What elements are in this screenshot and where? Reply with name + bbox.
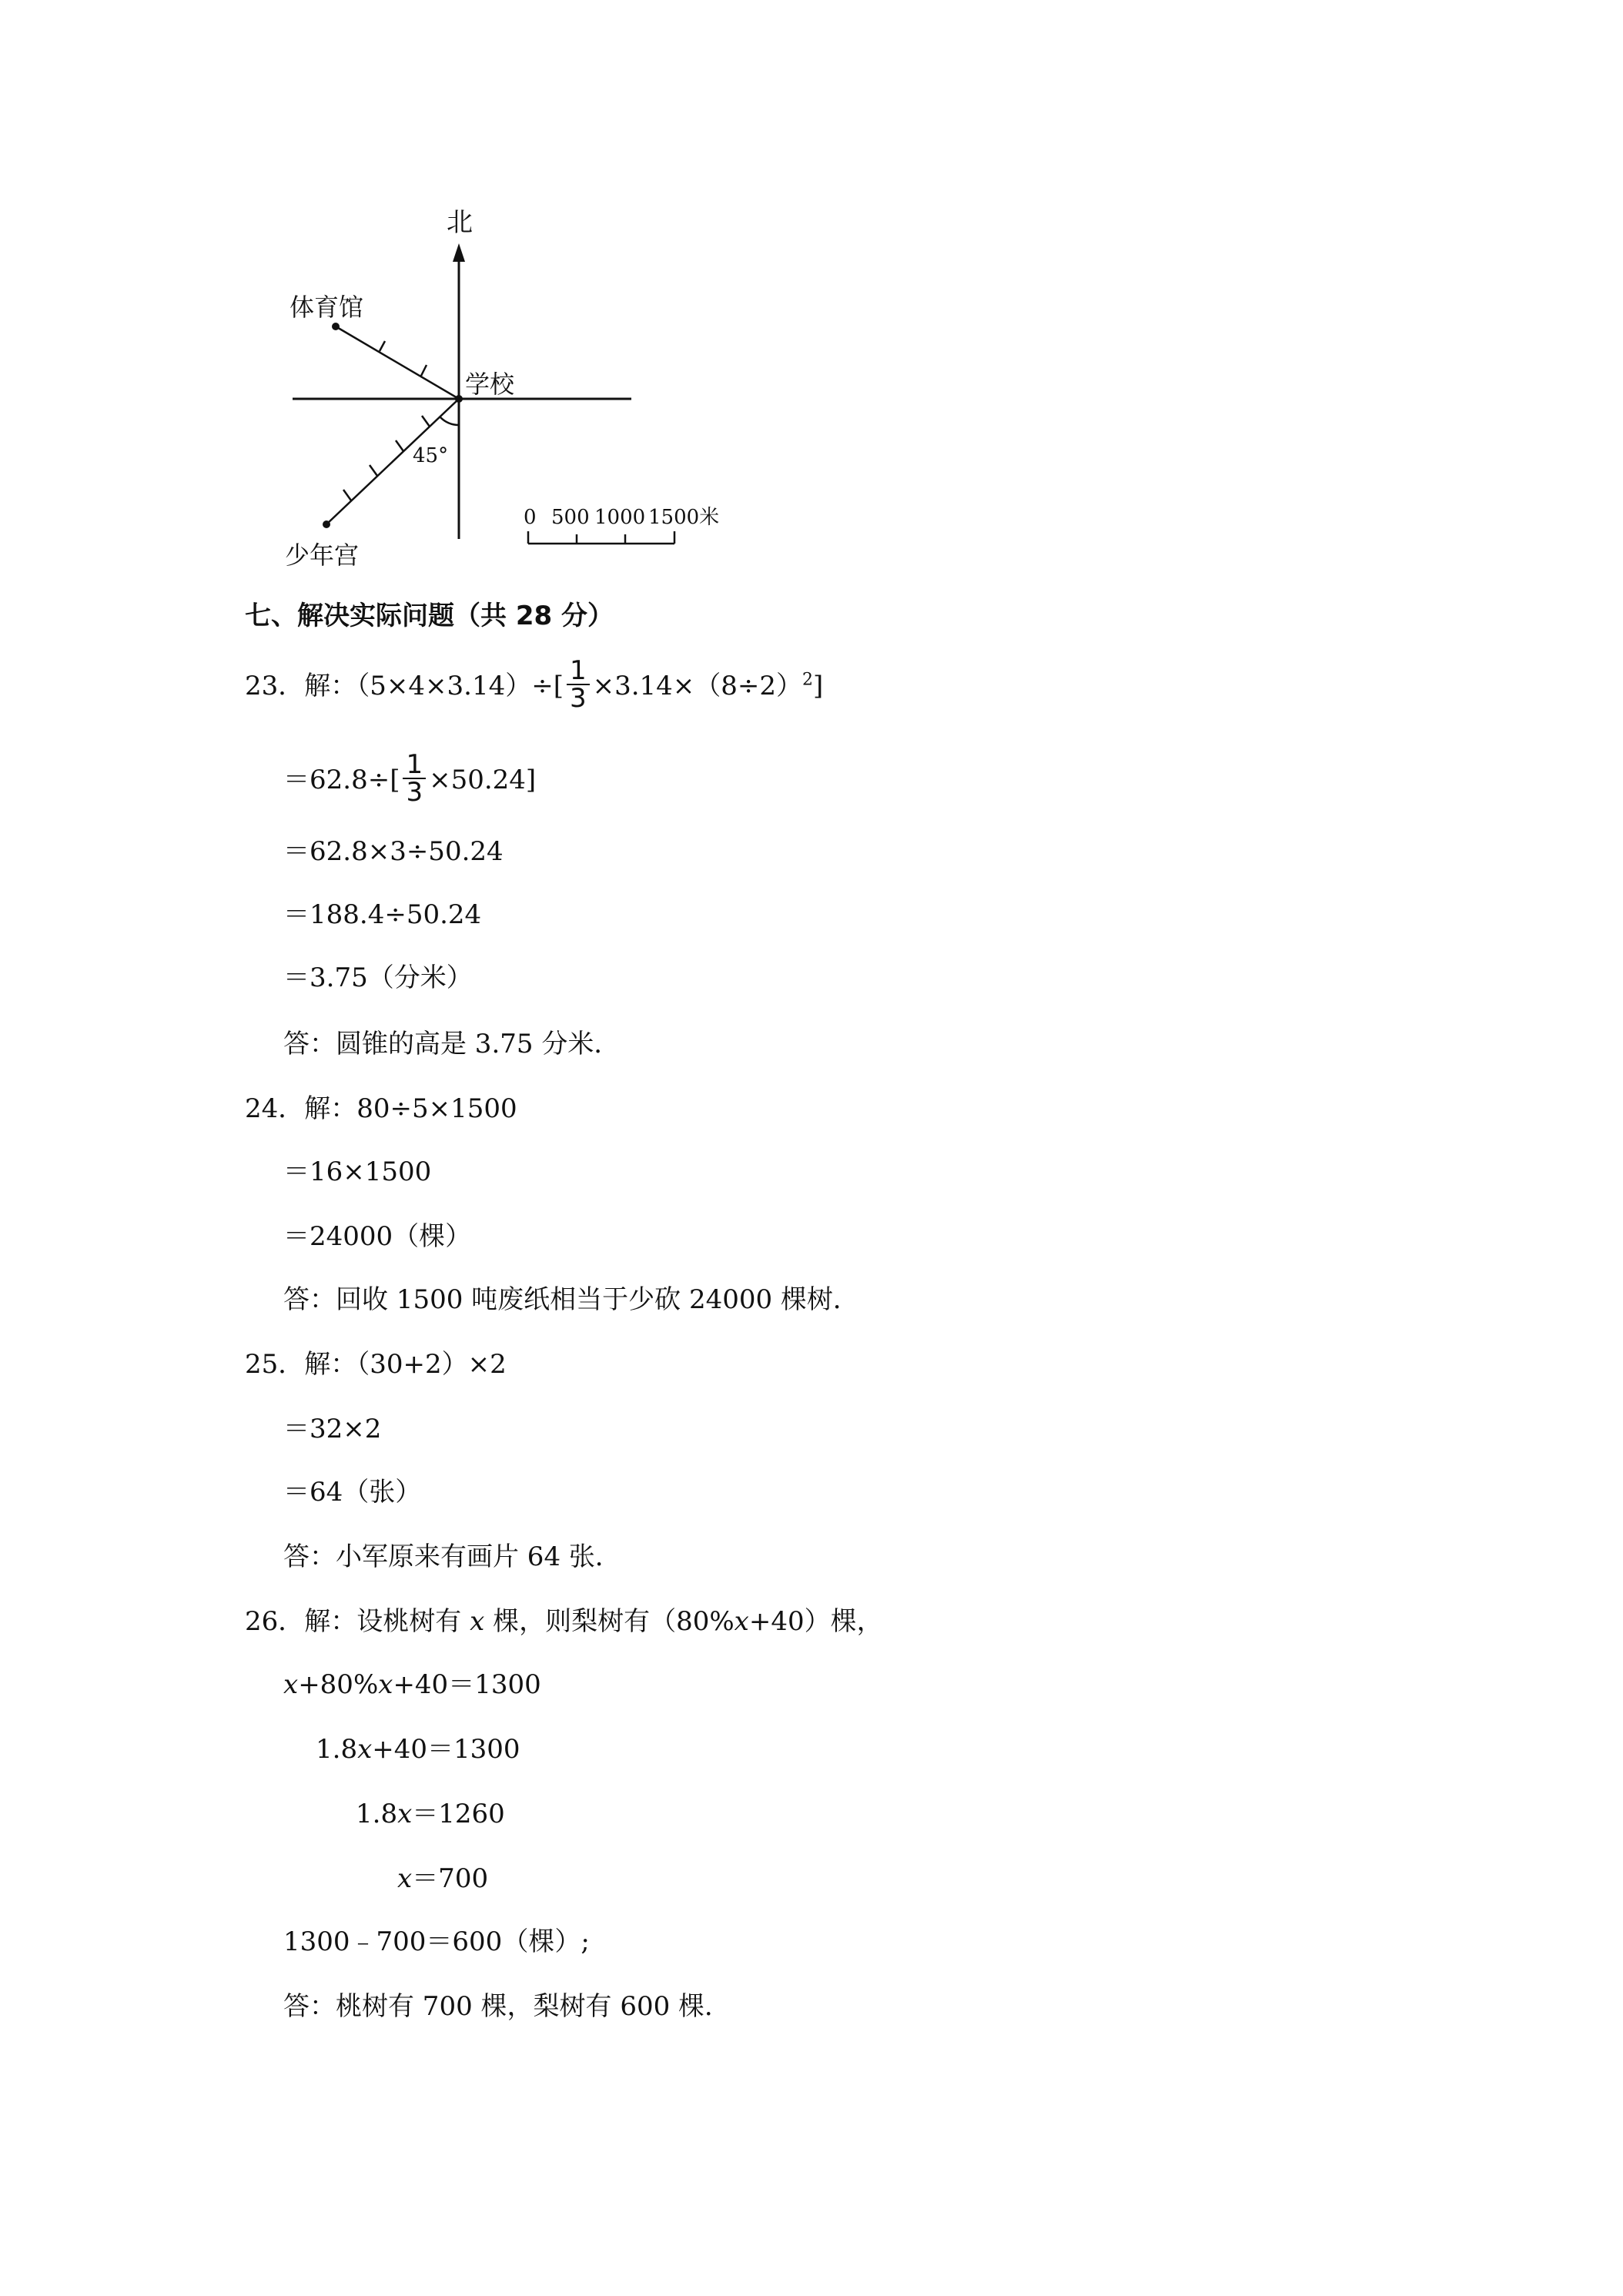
q26-e2-b: x: [357, 1734, 373, 1765]
q23-answer: 答：圆锥的高是 3.75 分米．: [283, 1029, 621, 1059]
q23-line-1: [245, 655, 824, 715]
q23-l1-fraction: [567, 655, 590, 714]
q26-e1-d: +40＝1300: [393, 1669, 541, 1700]
q23-line-5: ＝3.75（分米）: [283, 962, 473, 993]
q26-line-6: 1300﹣700＝600（棵）;: [283, 1926, 590, 1957]
q24-answer: 答：回收 1500 吨废纸相当于少砍 24000 棵树．: [283, 1284, 859, 1315]
q23-l2-fraction: [403, 749, 426, 808]
gym-tick-2: [380, 341, 385, 351]
q26-equation-3: [356, 1799, 505, 1829]
q26-e3-a: 1.8: [356, 1799, 398, 1829]
q26-l1-post: +40）棵，: [748, 1606, 883, 1637]
q25-answer: 答：小军原来有画片 64 张．: [283, 1541, 621, 1572]
q25-line-2: ＝32×2: [283, 1414, 382, 1444]
angle-label: 45°: [413, 444, 449, 467]
school-label: 学校: [465, 370, 515, 399]
q23-l2-denominator: 3: [406, 777, 423, 808]
q26-e4-b: ＝700: [412, 1863, 489, 1894]
q23-l1-post: ×3.14×（8÷2）: [592, 671, 803, 701]
palace-tick-2: [396, 440, 403, 451]
q23-l1-exponent: 2: [802, 670, 814, 690]
q23-l1-denominator: 3: [569, 683, 587, 714]
q26-equation-4: [397, 1863, 488, 1894]
q26-e3-c: ＝1260: [412, 1799, 505, 1829]
palace-tick-3: [370, 465, 377, 476]
gym-line: [336, 326, 459, 399]
direction-diagram: [262, 200, 755, 577]
q26-equation-2: [316, 1734, 520, 1765]
scale-label-1000: 1000: [594, 506, 646, 529]
palace-tick-4: [343, 490, 351, 500]
scale-label-1500: 1500米: [648, 506, 720, 529]
q26-e4-a: x: [397, 1863, 413, 1894]
q25-line-1: 25．解：（30+2）×2: [245, 1349, 507, 1380]
q23-line-2: [283, 749, 537, 808]
q23-l2-post: ×50.24]: [429, 765, 537, 795]
q26-e2-a: 1.8: [316, 1734, 358, 1765]
q26-e2-c: +40＝1300: [372, 1734, 520, 1765]
q23-l1-numerator: 1: [567, 658, 590, 685]
q23-l1-pre: 23．解：（5×4×3.14）÷[: [245, 671, 564, 701]
scale-label-500: 500: [551, 506, 590, 529]
q26-e1-a: x: [283, 1669, 299, 1700]
q23-l1-end: ]: [813, 671, 824, 701]
q23-l2-numerator: 1: [403, 751, 426, 779]
q26-answer: 答：桃树有 700 棵，梨树有 600 棵．: [283, 1991, 731, 2022]
q26-e1-b: +80%: [298, 1669, 379, 1700]
q24-line-3: ＝24000（棵）: [283, 1221, 472, 1252]
q26-l1-mid: 棵，则梨树有（80%: [484, 1606, 735, 1637]
section-heading: 七、解决实际问题（共 28 分）: [245, 601, 614, 631]
gym-label: 体育馆: [289, 293, 364, 322]
q26-l1-var2: x: [734, 1606, 749, 1637]
q24-line-2: ＝16×1500: [283, 1156, 432, 1187]
q26-e1-c: x: [378, 1669, 393, 1700]
q26-equation-1: [283, 1669, 541, 1700]
q26-l1-var: x: [470, 1606, 485, 1637]
angle-arc: [440, 417, 459, 425]
q26-e3-b: x: [397, 1799, 413, 1829]
scale-label-0: 0: [524, 506, 537, 529]
q23-line-4: ＝188.4÷50.24: [283, 899, 482, 930]
palace-tick-1: [422, 416, 430, 427]
north-arrow-icon: [453, 243, 465, 262]
gym-point: [332, 323, 340, 330]
palace-point: [323, 520, 330, 528]
q26-l1-pre: 26．解：设桃树有: [245, 1606, 470, 1637]
q25-line-3: ＝64（张）: [283, 1477, 422, 1508]
north-label: 北: [447, 207, 473, 238]
q24-line-1: 24．解：80÷5×1500: [245, 1093, 517, 1124]
q23-line-3: ＝62.8×3÷50.24: [283, 836, 504, 867]
q26-line-1: [245, 1606, 883, 1637]
gym-tick-1: [421, 365, 427, 376]
q23-l2-pre: ＝62.8÷[: [283, 765, 400, 795]
palace-label: 少年宫: [285, 541, 360, 570]
